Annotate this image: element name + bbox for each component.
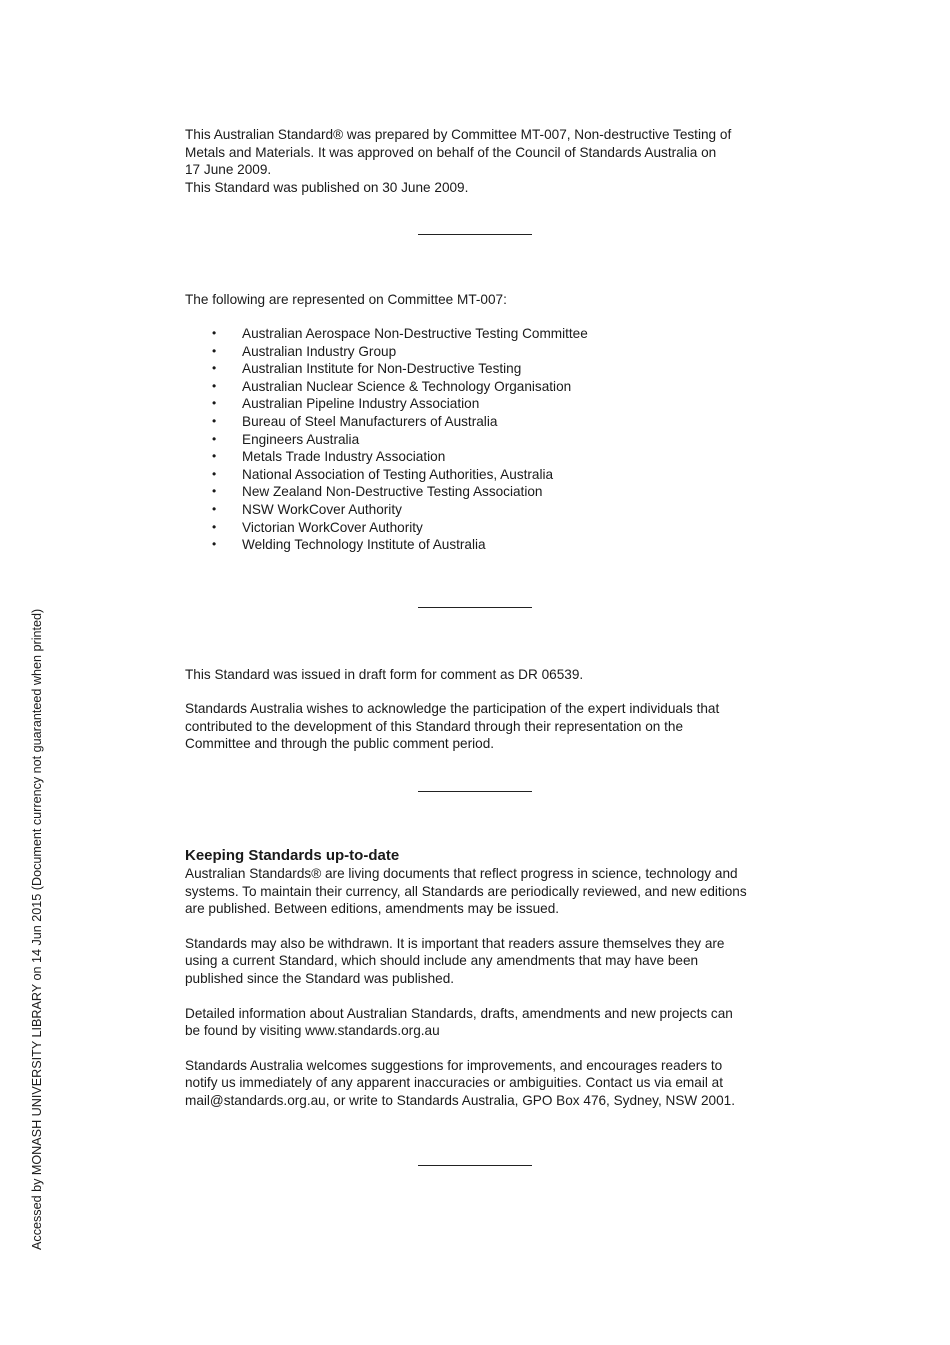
bullet-icon: • [212, 537, 217, 552]
bullet-icon: • [212, 466, 217, 481]
body-paragraph: Standards Australia welcomes suggestions for improvements, and encourages readers to notify us immediately of any apparent inaccuracies or ambiguities. Contact us via email at mail@standards.org.au, or write to Standards Australia, GPO Box 476, Sydney, NSW 2001. [185, 1057, 736, 1108]
approval-line: 17 June 2009. [185, 162, 272, 178]
bullet-icon: • [212, 484, 217, 499]
bullet-icon: • [212, 431, 217, 446]
list-item: • Bureau of Steel Manufacturers of Australia [212, 413, 498, 429]
body-paragraph: Australian Standards® are living documents that reflect progress in science, technology and systems. To maintain their currency, all Standards are periodically reviewed, and new editions are published. Between editions, amendments may be issued. [185, 866, 747, 917]
list-item: • Victorian WorkCover Authority [212, 519, 423, 535]
access-watermark: Accessed by MONASH UNIVERSITY LIBRARY on 14 Jun 2015 (Document currency not guaranteed when printed) [30, 608, 44, 1250]
approval-statement [185, 126, 775, 196]
document-page [185, 126, 775, 1166]
list-item: • Welding Technology Institute of Australia [212, 537, 486, 553]
list-item: • Australian Industry Group [212, 343, 397, 359]
committee-intro: The following are represented on Committee MT-007: [185, 292, 507, 308]
draft-issue-statement: This Standard was issued in draft form for comment as DR 06539. [185, 666, 584, 682]
list-item: • New Zealand Non-Destructive Testing Association [212, 484, 543, 500]
publication-line: This Standard was published on 30 June 2009. [185, 179, 469, 195]
list-item: • Australian Institute for Non-Destructive Testing [212, 361, 522, 377]
bullet-icon: • [212, 501, 217, 516]
bullet-icon: • [212, 378, 217, 393]
list-item: • Australian Nuclear Science & Technology Organisation [212, 378, 572, 394]
list-item: • Australian Aerospace Non-Destructive Testing Committee [212, 325, 588, 341]
list-item: • Engineers Australia [212, 431, 360, 447]
body-paragraph: Standards may also be withdrawn. It is important that readers assure themselves they are using a current Standard, which should include any amendments that may have been published since the Standard was published. [185, 935, 725, 987]
bullet-icon: • [212, 449, 217, 464]
body-paragraph: Detailed information about Australian Standards, drafts, amendments and new projects can be found by visiting www.standards.org.au [185, 1005, 733, 1039]
bullet-icon: • [212, 519, 217, 534]
approval-line: This Australian Standard® was prepared by Committee MT-007, Non-destructive Testing of [185, 127, 732, 142]
section-divider [418, 234, 532, 235]
bullet-icon: • [212, 343, 217, 358]
section-divider [418, 1165, 532, 1166]
bullet-icon: • [212, 413, 217, 428]
bullet-icon: • [212, 361, 217, 376]
section-heading: Keeping Standards up-to-date [185, 847, 400, 865]
list-item: • NSW WorkCover Authority [212, 501, 402, 517]
section-divider [418, 791, 532, 792]
committee-member-list [185, 325, 775, 554]
acknowledgement-paragraph: Standards Australia wishes to acknowledge the participation of the expert individuals that contributed to the development of this Standard through their representation on the Committee and through the public comment period. [185, 701, 720, 752]
approval-line: Metals and Materials. It was approved on behalf of the Council of Standards Australia on [185, 144, 717, 160]
list-item: • Australian Pipeline Industry Association [212, 396, 480, 412]
bullet-icon: • [212, 325, 217, 340]
list-item: • National Association of Testing Authorities, Australia [212, 466, 554, 482]
list-item: • Metals Trade Industry Association [212, 449, 446, 465]
section-divider [418, 607, 532, 608]
bullet-icon: • [212, 396, 217, 411]
